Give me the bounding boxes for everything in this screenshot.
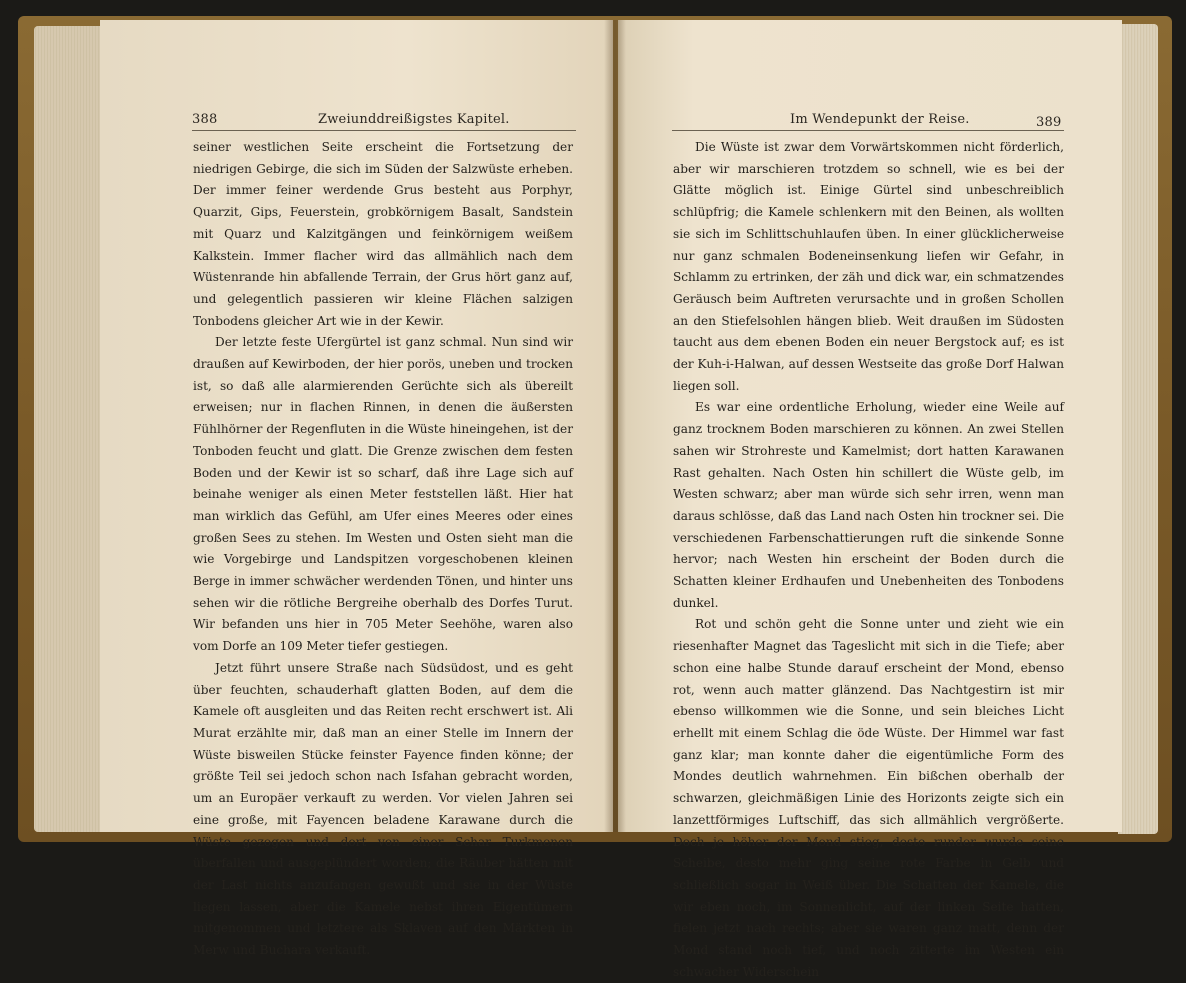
page-edges-left (34, 26, 104, 832)
paragraph: seiner westlichen Seite erscheint die Fortsetzung der niedrigen Gebirge, die sich im Süden der Salzwüste erheben. Der immer feiner werdende Grus besteht aus Porphyr, Quarzit, Gips, Feuerstein, grobkörnigem Basalt, Sandstein mit Quarz und Kalzitgängen und feinkörnigem weißem Kalkstein. Immer flacher wird das allmählich nach dem Wüstenrande hin abfallende Terrain, der Grus hört ganz auf, und gelegentlich passieren wir kleine Flächen salzigen Tonbodens gleicher Art wie in der Kewir. (193, 140, 573, 328)
paragraph: Es war eine ordentliche Erholung, wieder eine Weile auf ganz trocknem Boden marschieren zu können. An zwei Stellen sahen wir Strohreste und Kamelmist; dort hatten Karawanen Rast gehalten. Nach Osten hin schillert die Wüste gelb, im Westen schwarz; aber man würde sich sehr irren, wenn man daraus schlösse, daß das Land nach Osten hin trockner sei. Die verschiedenen Farbenschattierungen ruft die sinkende Sonne hervor; nach Westen hin erscheint der Boden durch die Schatten kleiner Erdhaufen und Unebenheiten des Tonbodens dunkel. (673, 400, 1064, 610)
book-gutter (604, 20, 626, 832)
left-running-head: Zweiunddreißigstes Kapitel. (318, 112, 510, 127)
paragraph: Jetzt führt unsere Straße nach Südsüdost, und es geht über feuchten, schauderhaft glatten Boden, auf dem die Kamele oft ausgleiten und das Reiten recht erschwert ist. Ali Murat erzählte mir, daß man an einer Stelle im Innern der Wüste bisweilen Stücke feinster Fayence finden könne; der größte Teil sei jedoch schon nach Isfahan gebracht worden, um an Europäer verkauft zu werden. Vor vielen Jahren sei eine große, mit Fayencen beladene Karawane durch die Wüste gezogen und dort von einer Schar Turkmenen überfallen und ausgeplündert worden; die Räuber hätten mit der Last nichts anzufangen gewußt und sie in der Wüste liegen lassen, aber die Kamele nebst ihren Eigentümern mitgenommen und letztere als Sklaven auf den Märkten in Merw und Buchara verkauft. (193, 660, 573, 958)
left-header-rule (192, 130, 576, 131)
right-header-rule (672, 130, 1064, 131)
left-page-number: 388 (192, 112, 218, 127)
paragraph: Der letzte feste Ufergürtel ist ganz schmal. Nun sind wir draußen auf Kewirboden, der hier porös, uneben und trocken ist, so daß alle alarmierenden Gerüchte sich als übereilt erweisen; nur in flachen Rinnen, in denen die äußersten Fühlhörner der Regenfluten in die Wüste hineingehen, ist der Tonboden feucht und glatt. Die Grenze zwischen dem festen Boden und der Kewir ist so scharf, daß ihre Lage sich auf beinahe weniger als einen Meter feststellen läßt. Hier hat man wirklich das Gefühl, am Ufer eines Meeres oder eines großen Sees zu stehen. Im Westen und Osten sieht man die wie Vorgebirge und Landspitzen vorgeschobenen kleinen Berge in immer schwächer werdenden Tönen, und hinter uns sehen wir die rötliche Bergreihe oberhalb des Dorfes Turut. Wir befanden uns hier in 705 Meter Seehöhe, waren also vom Dorfe an 109 Meter tiefer gestiegen. (193, 335, 573, 654)
right-page (618, 20, 1122, 979)
paragraph: Rot und schön geht die Sonne unter und zieht wie ein riesenhafter Magnet das Tageslicht mit sich in die Tiefe; aber schon eine halbe Stunde darauf erscheint der Mond, ebenso rot, wenn auch matter glänzend. Das Nachtgestirn ist mir ebenso willkommen wie die Sonne, und sein bleiches Licht erhellt mit einem Schlag die öde Wüste. Der Himmel war fast ganz klar; man konnte daher die eigentümliche Form des Mondes deutlich wahrnehmen. Ein bißchen oberhalb der schwarzen, gleichmäßigen Linie des Horizonts zeigte sich ein lanzettförmiges Luftschiff, das sich allmählich vergrößerte. Doch je höher der Mond stieg, desto runder wurde seine Scheibe, desto mehr ging seine rote Farbe in Gelb und schließlich sogar in Weiß über. Die Schatten der Kamele, die wir eben noch, im Sonnenlicht, auf der linken Seite hatten, fielen jetzt nach rechts; aber sie waren ganz matt, denn der Mond stand noch tief, und noch zitterte im Westen ein schwacher Widerschein (673, 617, 1064, 979)
page-edges-right (1118, 24, 1158, 834)
right-page-number: 389 (1036, 115, 1062, 130)
right-running-head: Im Wendepunkt der Reise. (790, 112, 970, 127)
left-text-block (193, 137, 573, 962)
paragraph: Die Wüste ist zwar dem Vorwärtskommen nicht förderlich, aber wir marschieren trotzdem so schnell, wie es bei der Glätte möglich ist. Einige Gürtel sind unbeschreiblich schlüpfrig; die Kamele schlenkern mit den Beinen, als wollten sie sich im Schlittschuhlaufen üben. In einer glücklicherweise nur ganz schmalen Bodeneinsenkung liefen wir Gefahr, in Schlamm zu ertrinken, der zäh und dick war, ein schmatzendes Geräusch beim Auftreten verursachte und in großen Schollen an den Stiefelsohlen hängen blieb. Weit draußen im Südosten taucht aus dem ebenen Boden ein neuer Bergstock auf; es ist der Kuh-i-Halwan, auf dessen Westseite das große Dorf Halwan liegen soll. (673, 140, 1064, 393)
left-page (100, 20, 613, 958)
right-text-block (673, 137, 1064, 983)
